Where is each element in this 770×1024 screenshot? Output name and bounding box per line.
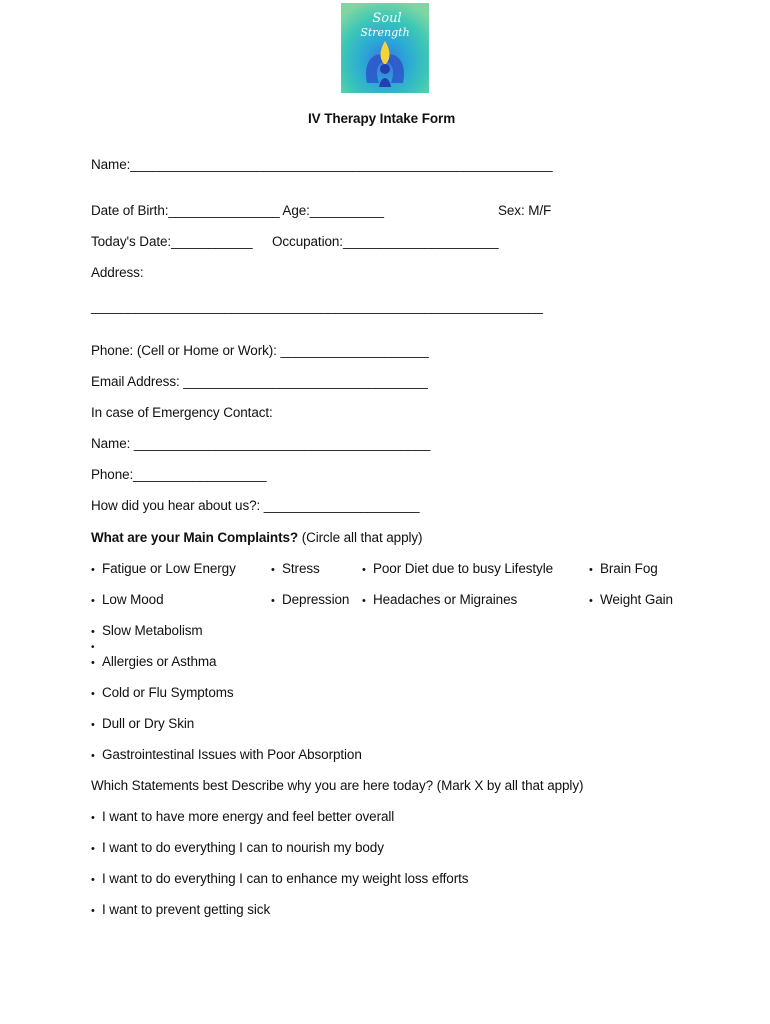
emergency-contact-label: In case of Emergency Contact: — [91, 405, 273, 420]
complaint-option[interactable]: • Gastrointestinal Issues with Poor Absorption — [91, 747, 362, 764]
complaint-option[interactable]: • Poor Diet due to busy Lifestyle — [362, 561, 553, 578]
dob-age-field[interactable]: Date of Birth:_______________ Age:__________ — [91, 203, 384, 218]
address-line[interactable]: _____________________________________________________________ — [91, 299, 543, 314]
statement-option[interactable]: • I want to do everything I can to enhance my weight loss efforts — [91, 871, 468, 888]
emergency-name-field[interactable]: Name: ________________________________________ — [91, 436, 431, 451]
phone-field[interactable]: Phone: (Cell or Home or Work): ____________________ — [91, 343, 429, 358]
complaint-option[interactable]: • Stress — [271, 561, 320, 578]
empty-bullet: • — [91, 642, 95, 653]
todays-date-field[interactable]: Today's Date:___________ — [91, 234, 253, 249]
statements-heading: Which Statements best Describe why you are here today? (Mark X by all that apply) — [91, 778, 584, 793]
statement-option[interactable]: • I want to do everything I can to nourish my body — [91, 840, 384, 857]
complaint-option[interactable]: • Slow Metabolism — [91, 623, 203, 640]
complaint-option[interactable]: • Cold or Flu Symptoms — [91, 685, 234, 702]
complaint-option[interactable]: • Weight Gain — [589, 592, 673, 609]
complaint-option[interactable]: • Dull or Dry Skin — [91, 716, 194, 733]
name-field[interactable]: Name:_________________________________________________________ — [91, 157, 553, 172]
complaints-heading-note: (Circle all that apply) — [301, 530, 423, 545]
complaint-option[interactable]: • Fatigue or Low Energy — [91, 561, 236, 578]
statement-option[interactable]: • I want to prevent getting sick — [91, 902, 270, 919]
statement-option[interactable]: • I want to have more energy and feel better overall — [91, 809, 394, 826]
email-field[interactable]: Email Address: _________________________________ — [91, 374, 428, 389]
complaint-option[interactable]: • Depression — [271, 592, 349, 609]
occupation-field[interactable]: Occupation:_____________________ — [272, 234, 499, 249]
sex-field[interactable]: Sex: M/F — [498, 203, 552, 218]
logo-text-strength: Strength — [360, 26, 410, 39]
referral-field[interactable]: How did you hear about us?: _____________________ — [91, 498, 420, 513]
form-title: IV Therapy Intake Form — [308, 111, 456, 126]
complaint-option[interactable]: • Headaches or Migraines — [362, 592, 517, 609]
complaint-option[interactable]: • Low Mood — [91, 592, 164, 609]
address-label: Address: — [91, 265, 144, 280]
complaints-heading — [91, 530, 422, 546]
logo-text-soul: Soul — [372, 11, 402, 26]
complaint-option[interactable]: • Brain Fog — [589, 561, 658, 578]
soul-strength-logo — [341, 3, 429, 93]
complaint-option[interactable]: • Allergies or Asthma — [91, 654, 216, 671]
complaints-heading-bold: What are your Main Complaints? — [91, 530, 299, 545]
emergency-phone-field[interactable]: Phone:__________________ — [91, 467, 267, 482]
